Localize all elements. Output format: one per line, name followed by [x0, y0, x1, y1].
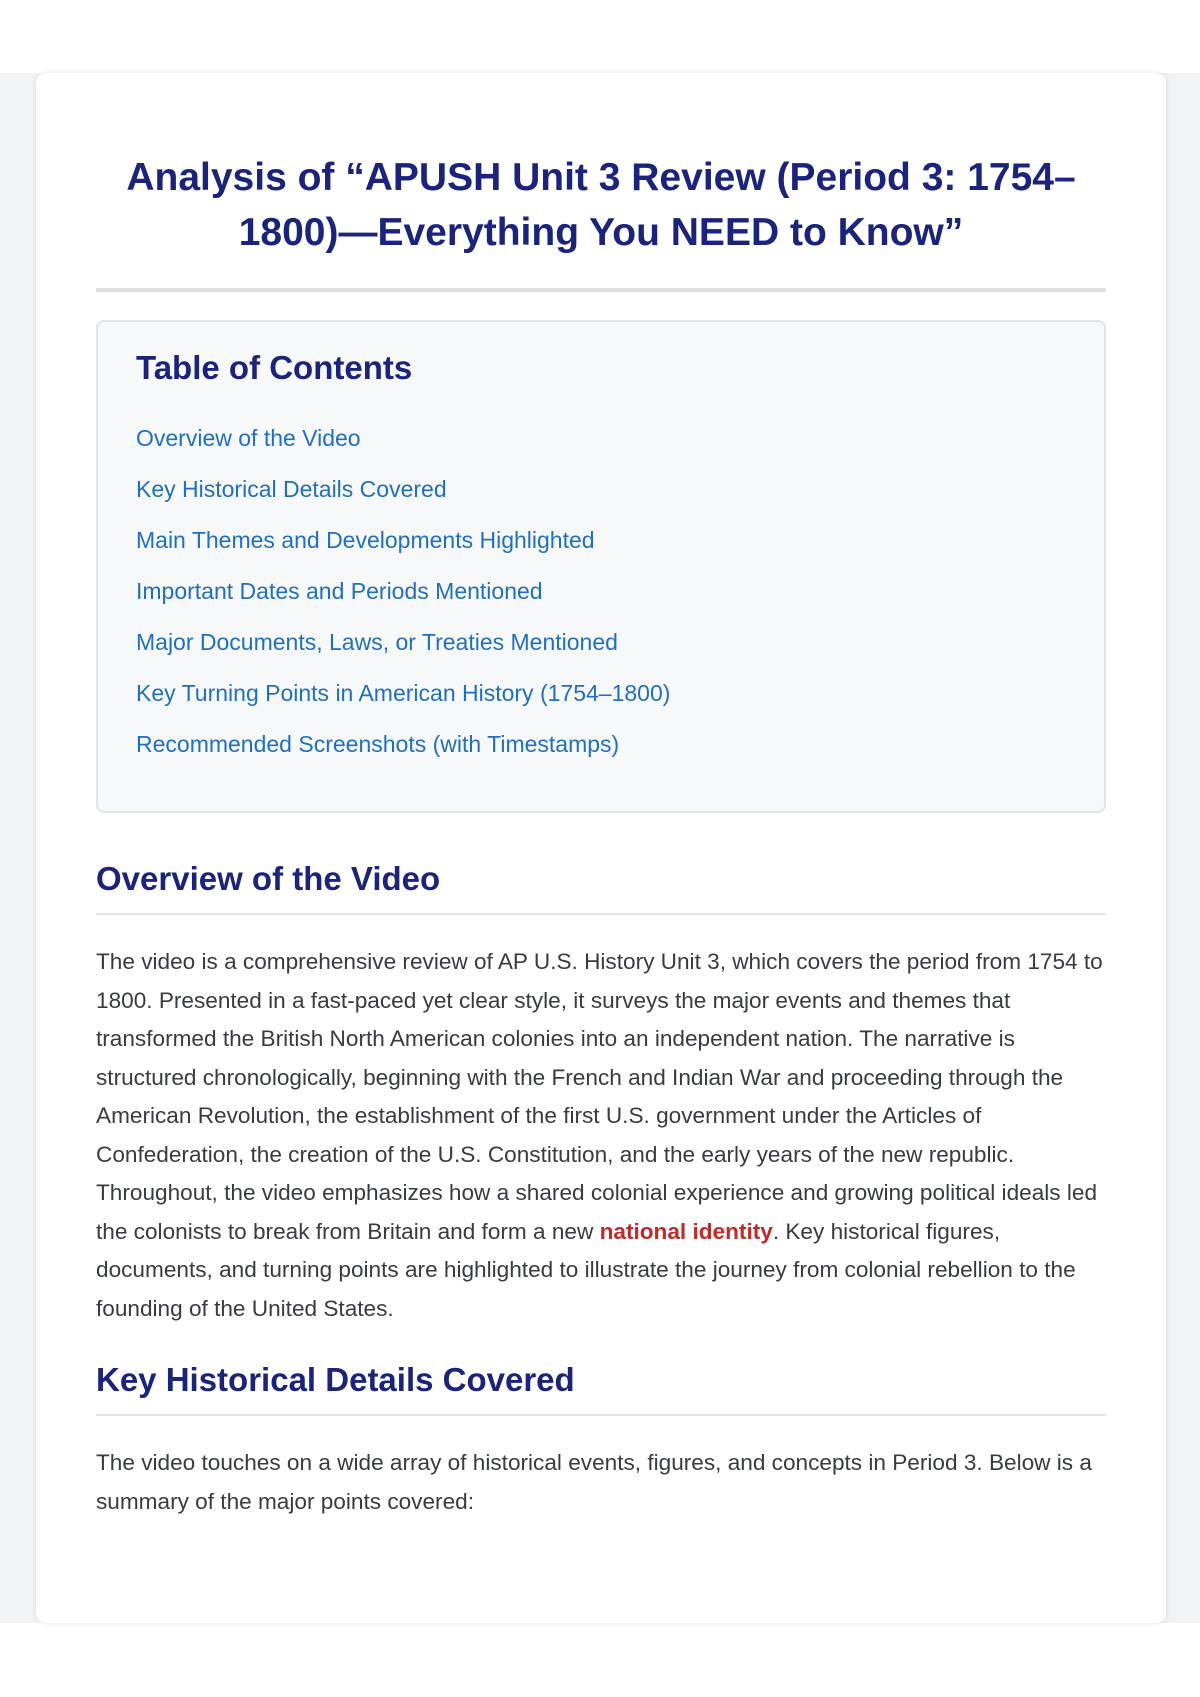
- toc-item: [136, 424, 1066, 475]
- toc-item: [136, 679, 1066, 730]
- toc-heading: Table of Contents: [136, 349, 413, 386]
- toc-item: [136, 730, 1066, 781]
- toc-item: [136, 526, 1066, 577]
- section-heading-key-details: Key Historical Details Covered: [96, 1360, 1106, 1416]
- toc-link-key-details[interactable]: Key Historical Details Covered: [136, 476, 447, 502]
- table-of-contents: [96, 320, 1106, 813]
- overview-text-start: The video is a comprehensive review of AP U.S. History Unit 3, which covers the period from 1754 to 1800. Presented in a fast-paced yet clear style, it surveys the major events and themes that transformed the British North American colonies into an independent nation. The narrative is structured chronologically, beginning with the French and Indian War and proceeding through the American Revolution, the establishment of the first U.S. government under the Articles of Confederation, the creation of the U.S. Constitution, and the early years of the new republic. Throughout, the video emphasizes how a shared colonial experience and growing political ideals led the colonists to break from Britain and form a new: [96, 949, 1103, 1244]
- document-card: [36, 73, 1166, 1623]
- toc-link-turning-points[interactable]: Key Turning Points in American History (1754–1800): [136, 680, 671, 706]
- toc-list: [136, 424, 1066, 781]
- page-title: Analysis of “APUSH Unit 3 Review (Period 3: 1754–1800)—Everything You NEED to Know”: [96, 150, 1106, 292]
- toc-link-major-documents[interactable]: Major Documents, Laws, or Treaties Mentioned: [136, 629, 618, 655]
- toc-item: [136, 475, 1066, 526]
- toc-link-screenshots[interactable]: Recommended Screenshots (with Timestamps): [136, 731, 620, 757]
- toc-item: [136, 628, 1066, 679]
- overview-text-end: . Key historical figures, documents, and turning points are highlighted to illustrate the journey from colonial rebellion to the founding of the United States.: [96, 1218, 1076, 1321]
- toc-link-main-themes[interactable]: Main Themes and Developments Highlighted: [136, 527, 595, 553]
- toc-link-important-dates[interactable]: Important Dates and Periods Mentioned: [136, 578, 543, 604]
- section-heading-overview: Overview of the Video: [96, 859, 1106, 915]
- overview-paragraph: [96, 943, 1106, 1328]
- key-details-paragraph: The video touches on a wide array of historical events, figures, and concepts in Period 3. Below is a summary of the major points covered:: [96, 1450, 1092, 1514]
- toc-link-overview[interactable]: Overview of the Video: [136, 425, 361, 451]
- overview-highlight: national identity: [599, 1218, 773, 1244]
- toc-item: [136, 577, 1066, 628]
